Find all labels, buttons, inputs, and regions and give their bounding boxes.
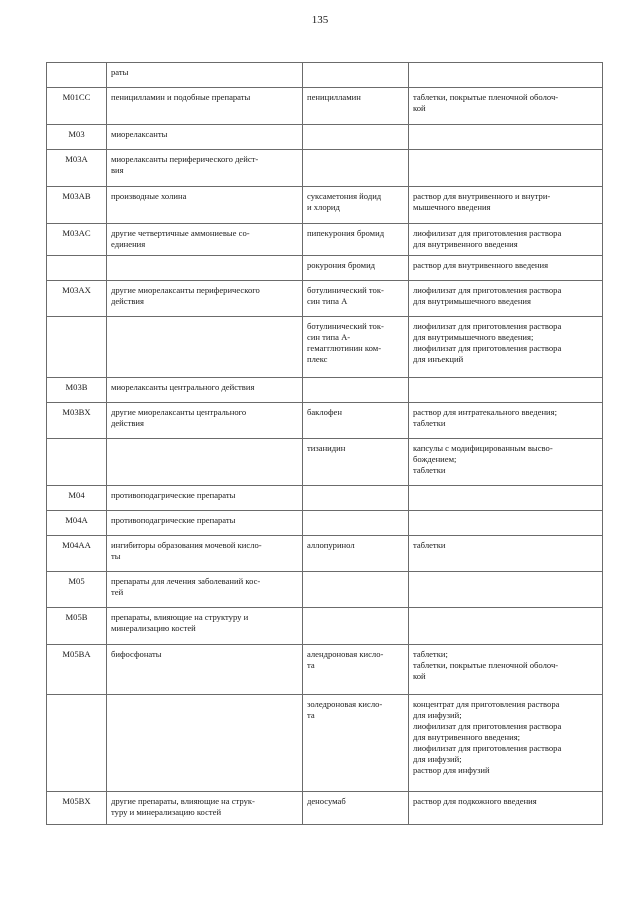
table-row	[47, 256, 603, 281]
dosage-form-cell: таблетки; таблетки, покрытые пленочной оболоч- кой	[409, 645, 603, 695]
group-name-cell	[107, 256, 303, 281]
drug-name-cell: деносумаб	[303, 792, 409, 825]
dosage-form-cell: раствор для внутривенного введения	[409, 256, 603, 281]
drug-name-cell: пипекурония бромид	[303, 224, 409, 256]
table-row	[47, 281, 603, 317]
group-name-cell: препараты, влияющие на структуру и минерализацию костей	[107, 608, 303, 645]
dosage-form-cell: лиофилизат для приготовления раствора для внутривенного введения	[409, 224, 603, 256]
atc-code-cell: M01CC	[47, 88, 107, 125]
drug-name-cell	[303, 572, 409, 608]
group-name-cell: бифосфонаты	[107, 645, 303, 695]
dosage-form-cell: раствор для интратекального введения; таблетки	[409, 403, 603, 439]
drug-name-cell: рокурония бромид	[303, 256, 409, 281]
drug-name-cell	[303, 608, 409, 645]
atc-code-cell: M03	[47, 125, 107, 150]
drug-name-cell: аллопуринол	[303, 536, 409, 572]
drug-name-cell: суксаметония йодид и хлорид	[303, 187, 409, 224]
group-name-cell: другие миорелаксанты центрального действия	[107, 403, 303, 439]
drug-name-cell: ботулинический ток- син типа А	[303, 281, 409, 317]
atc-code-cell	[47, 63, 107, 88]
drug-name-cell	[303, 378, 409, 403]
dosage-form-cell: раствор для подкожного введения	[409, 792, 603, 825]
group-name-cell	[107, 695, 303, 792]
table-row	[47, 187, 603, 224]
group-name-cell: миорелаксанты	[107, 125, 303, 150]
atc-code-cell: M03BX	[47, 403, 107, 439]
drug-name-cell	[303, 63, 409, 88]
group-name-cell: другие четвертичные аммониевые со- единения	[107, 224, 303, 256]
dosage-form-cell	[409, 125, 603, 150]
drug-name-cell	[303, 486, 409, 511]
table-row	[47, 536, 603, 572]
atc-code-cell	[47, 317, 107, 378]
group-name-cell: ингибиторы образования мочевой кисло- ты	[107, 536, 303, 572]
atc-code-cell	[47, 439, 107, 486]
group-name-cell: другие миорелаксанты периферического действия	[107, 281, 303, 317]
drug-name-cell: пеницилламин	[303, 88, 409, 125]
atc-code-cell: M03AC	[47, 224, 107, 256]
group-name-cell: раты	[107, 63, 303, 88]
dosage-form-cell	[409, 378, 603, 403]
dosage-form-cell	[409, 486, 603, 511]
drug-name-cell: ботулинический ток- син типа А- гемагглютинин ком- плекс	[303, 317, 409, 378]
atc-code-cell: M03AX	[47, 281, 107, 317]
table-row	[47, 511, 603, 536]
table-row	[47, 403, 603, 439]
group-name-cell: миорелаксанты центрального действия	[107, 378, 303, 403]
table-row	[47, 125, 603, 150]
table-row	[47, 88, 603, 125]
table-row	[47, 486, 603, 511]
dosage-form-cell: концентрат для приготовления раствора для инфузий; лиофилизат для приготовления раствора для внутривенного введения; лиофилизат для приготовления раствора для инфузий; раствор для инфузий	[409, 695, 603, 792]
dosage-form-cell: раствор для внутривенного и внутри- мышечного введения	[409, 187, 603, 224]
dosage-form-cell: капсулы с модифицированным высво- бождением; таблетки	[409, 439, 603, 486]
table-row	[47, 317, 603, 378]
atc-code-cell: M04A	[47, 511, 107, 536]
atc-code-cell: M05BA	[47, 645, 107, 695]
group-name-cell: миорелаксанты периферического дейст- вия	[107, 150, 303, 187]
group-name-cell	[107, 439, 303, 486]
dosage-form-cell	[409, 572, 603, 608]
dosage-form-cell	[409, 608, 603, 645]
atc-code-cell: M03A	[47, 150, 107, 187]
page-number: 135	[311, 14, 329, 26]
drug-name-cell: баклофен	[303, 403, 409, 439]
dosage-form-cell: таблетки, покрытые пленочной оболоч- кой	[409, 88, 603, 125]
dosage-form-cell	[409, 150, 603, 187]
atc-code-cell: M03B	[47, 378, 107, 403]
table-row	[47, 608, 603, 645]
atc-code-cell: M04AA	[47, 536, 107, 572]
table-row	[47, 695, 603, 792]
table-row	[47, 645, 603, 695]
drug-name-cell: алендроновая кисло- та	[303, 645, 409, 695]
drug-name-cell	[303, 150, 409, 187]
table-row	[47, 378, 603, 403]
table-row	[47, 224, 603, 256]
dosage-form-cell	[409, 63, 603, 88]
atc-code-cell	[47, 695, 107, 792]
atc-code-cell: M04	[47, 486, 107, 511]
group-name-cell: пеницилламин и подобные препараты	[107, 88, 303, 125]
dosage-form-cell: лиофилизат для приготовления раствора для внутримышечного введения	[409, 281, 603, 317]
atc-code-cell: M05B	[47, 608, 107, 645]
group-name-cell: противоподагрические препараты	[107, 486, 303, 511]
atc-drug-table	[46, 62, 603, 825]
group-name-cell: противоподагрические препараты	[107, 511, 303, 536]
drug-name-cell: тизанидин	[303, 439, 409, 486]
dosage-form-cell: таблетки	[409, 536, 603, 572]
group-name-cell: препараты для лечения заболеваний кос- тей	[107, 572, 303, 608]
atc-code-cell: M05	[47, 572, 107, 608]
table-row	[47, 572, 603, 608]
drug-name-cell: золедроновая кисло- та	[303, 695, 409, 792]
drug-name-cell	[303, 125, 409, 150]
dosage-form-cell	[409, 511, 603, 536]
atc-code-cell: M05BX	[47, 792, 107, 825]
atc-code-cell: M03AB	[47, 187, 107, 224]
group-name-cell	[107, 317, 303, 378]
table-row	[47, 63, 603, 88]
group-name-cell: другие препараты, влияющие на струк- туру и минерализацию костей	[107, 792, 303, 825]
atc-code-cell	[47, 256, 107, 281]
drug-name-cell	[303, 511, 409, 536]
dosage-form-cell: лиофилизат для приготовления раствора для внутримышечного введения; лиофилизат для приготовления раствора для инъекций	[409, 317, 603, 378]
table-row	[47, 792, 603, 825]
group-name-cell: производные холина	[107, 187, 303, 224]
table-row	[47, 439, 603, 486]
table-row	[47, 150, 603, 187]
